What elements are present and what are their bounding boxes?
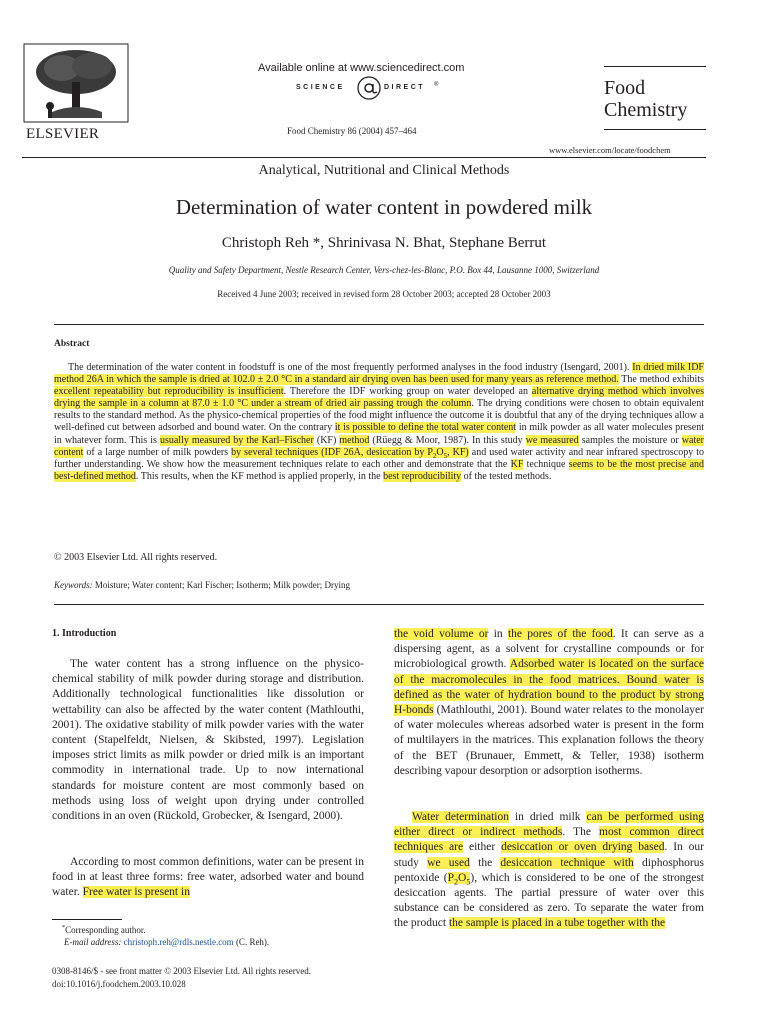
dates: Received 4 June 2003; received in revised form 28 October 2003; accepted 28 October 2003 xyxy=(217,289,551,299)
journal-url[interactable]: www.elsevier.com/locate/foodchem xyxy=(549,145,671,155)
publisher-name: ELSEVIER xyxy=(26,126,100,142)
intro-paragraph-1: The water content has a strong influence on the physico-chemical stability of milk powder during storage and distribution. Additionally technological functionalities like dissolution or wettability can also be affected by the water content (Mathlouthi, 2001). The oxidative stability of milk powder varies with the water content (Stapelfeldt, Nielsen, & Skibsted, 1997). Legislation imposes strict limits as milk powder or dried milk is an important commodity in international trade. Up to now international standards for moisture content are most commonly based on methods using loss of weight upon drying under controlled conditions in an oven (Rückold, Grobecker, & Isengard, 2000). xyxy=(52,658,364,823)
intro-heading: 1. Introduction xyxy=(52,628,117,639)
journal-title-box xyxy=(604,66,706,130)
abstract-heading: Abstract xyxy=(54,339,90,349)
abstract-body: The determination of the water content in foodstuff is one of the most frequently performed analyses in the food industry (Isengard, 2001). In dried milk IDF method 26A in which the sample is dried at 102.0 ± 2.0 °C in a standard air drying oven has been used for many years as reference method. The method exhibits excellent repeatability but reproducibility is insufficient. Therefore the IDF working group on water developed an alternative drying method which involves drying the sample in a column at 87.0 ± 1.0 °C under a stream of dried air passing trough the column. The drying conditions were chosen to obtain equivalent results to the standard method. As the physico-chemical properties of the food might influence the outcome it is doubtful that any of the drying techniques allow a well-defined cut between adsorbed and bound water. On the contrary it is possible to define the total water content in milk powder as all water molecules present in whatever form. This is usually measured by the Karl–Fischer (KF) method (Rüegg & Moor, 1987). In this study we measured samples the moisture or water content of a large number of milk powders by several techniques (IDF 26A, desiccation by $P_2O_5$, KF) and used water activity and near infrared spectroscopy to further understanding. We show how the measurement techniques relate to each other and demonstrate that the KF technique seems to be the most precise and best-defined method. This results, when the KF method is applied properly, in the best reproducibility of the tested methods. xyxy=(54,362,705,482)
footnote-rule xyxy=(52,919,122,920)
sciencedirect-logo xyxy=(296,78,456,100)
affiliation: Quality and Safety Department, Nestle Research Center, Vers-chez-les-Blanc, P.O. Box 44, Lausanne 1000, Switzerland xyxy=(168,265,600,275)
email-suffix: (C. Reh). xyxy=(235,937,270,947)
intro-paragraph-2: According to most common definitions, water can be present in food in at least three forms: free water, adsorbed water and bound water. Free water is present in xyxy=(52,856,364,899)
keywords-list: Moisture; Water content; Karl Fischer; Isotherm; Milk powder; Drying xyxy=(94,580,350,590)
footnote xyxy=(52,924,364,948)
keywords-line xyxy=(54,580,350,590)
header-rule xyxy=(22,157,706,158)
sciencedirect-right: DIRECT xyxy=(384,84,426,91)
tree-emblem-icon xyxy=(22,42,130,124)
right-paragraph-2: Water determination in dried milk can be performed using either direct or indirect methods. The most common direct techniques are either desiccation or oven drying based. In our study we used the desiccation technique with diphosphorus pentoxide $(P_2O_5)$, which is considered to be one of the strongest desiccation agents. The partial pressure of water over this substance can be considered as zero. To separate the water from the product the sample is placed in a tube together with the xyxy=(394,811,705,930)
footnote-marker: * xyxy=(62,924,66,931)
journal-citation: Food Chemistry 86 (2004) 457–464 xyxy=(287,126,417,136)
corresponding-author: Corresponding author. xyxy=(65,925,146,935)
authors: Christoph Reh *, Shrinivasa N. Bhat, Stephane Berrut xyxy=(221,235,547,251)
section-label: Analytical, Nutritional and Clinical Methods xyxy=(258,163,510,178)
abstract-copyright: © 2003 Elsevier Ltd. All rights reserved. xyxy=(54,552,218,563)
available-online: Available online at www.sciencedirect.com xyxy=(258,62,465,74)
front-matter: 0308-8146/$ - see front matter © 2003 Elsevier Ltd. All rights reserved. xyxy=(52,966,312,976)
elsevier-logo xyxy=(22,42,130,142)
abstract-bottom-rule xyxy=(54,604,704,605)
at-sign-icon xyxy=(356,76,382,100)
article-title: Determination of water content in powdered milk xyxy=(175,195,593,219)
registered-mark: ® xyxy=(434,82,439,88)
right-paragraph-1: the void volume or in the pores of the food. It can serve as a dispersing agent, as a solvent for crystalline compounds or for microbiological growth. Adsorbed water is located on the surface of the macromolecules in the food matrices. Bound water is defined as the water of hydration bound to the product by strong H-bonds (Mathlouthi, 2001). Bound water relates to the monolayer of water molecules whereas adsorbed water is present in the form of multilayers in the matrices. This explanation follows the theory of the BET (Brunauer, Emmett, & Teller, 1938) isotherm describing vapour desorption or adsorption isotherms. xyxy=(394,628,705,777)
journal-name-line1: Food xyxy=(604,77,646,99)
email-link[interactable]: christoph.reh@rdls.nestle.com xyxy=(123,937,234,947)
journal-name-line2: Chemistry xyxy=(604,99,688,121)
email-label: E-mail address: xyxy=(64,937,122,947)
abstract-top-rule xyxy=(54,324,704,325)
keywords-label: Keywords: xyxy=(54,580,93,590)
sciencedirect-left: SCIENCE xyxy=(296,84,345,91)
doi: doi:10.1016/j.foodchem.2003.10.028 xyxy=(52,979,186,989)
